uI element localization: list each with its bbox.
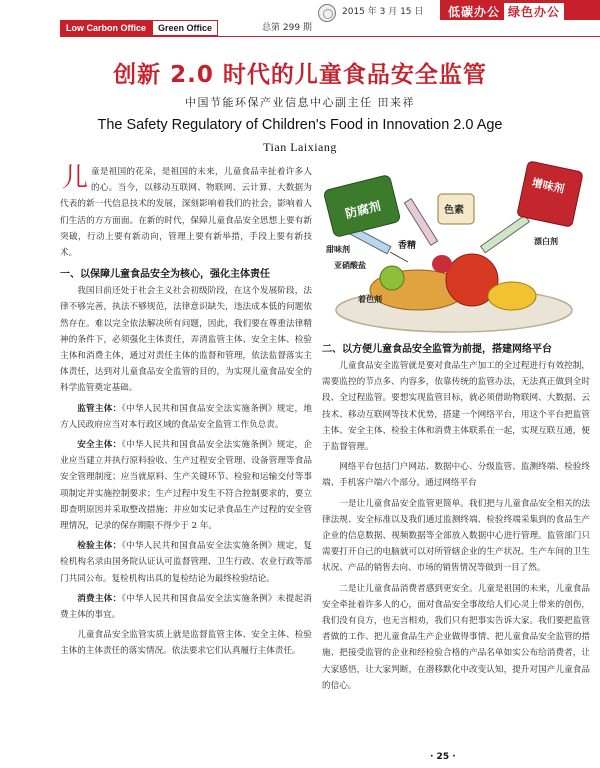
safety-label: 安全主体： [77, 440, 122, 451]
brand-green: 绿色办公 [504, 3, 564, 20]
label-pigment: 色素 [444, 205, 464, 216]
inspect-paragraph [60, 538, 312, 587]
label-preservative: 防腐剂 [343, 198, 383, 222]
pigment-bottle [438, 194, 474, 224]
article-title-cn: 创新 2.0 时代的儿童食品安全监管 [113, 62, 487, 88]
section2-paragraph-4: 二是让儿童食品消费者感到更安全。儿童是祖国的未来，儿童食品安全牵扯着许多人的心，面对食品安全事故给人们心灵上带来的创伤，我们没有良方，也无言相劝，我们只有把事实告诉大家。我们要把监管者做的工作、把儿童食品生产企业做得事情、把儿童食品安全监管的措施、把接受监管的企业和经检验合格的产品名单如实公布给消费者，让大家感悟，让大家判断，在潜移默化中改变认知，提升对国产儿童食品的信心。 [322, 583, 590, 691]
safety-text: 《中华人民共和国食品安全法实施条例》规定，企业应当建立并执行原料验收、生产过程安全管理、设备管理等食品安全管理制度；应当就原料、生产关键环节、检验和运输交付等事项制定并实施控制要求；生产过程中发生不符合控制要求的，要立即查明原因并采取整改措施；并应如实记录食品生产过程的安全管理情况，记录的保存期限不得少于 2 年。 [60, 440, 312, 532]
label-essence: 香精 [398, 241, 417, 251]
safety-paragraph [60, 437, 312, 534]
tab-low-carbon-office: Low Carbon Office [60, 20, 152, 36]
lime-shape [380, 266, 404, 290]
label-flavor: 增味剂 [530, 176, 566, 196]
section2-paragraph-2: 网络平台包括门户网站、数据中心、分级监管、监测终端、检验终端、手机客户端六个部分。通过网络平台 [322, 462, 590, 489]
tab-green-office: Green Office [152, 20, 218, 36]
consumer-text: 《中华人民共和国食品安全法实施条例》未提起消费主体的事宜。 [60, 593, 312, 621]
intro-text: 童是祖国的花朵，是祖国的未来，儿童食品幸扯着许多人的心。当今，以移动互联网、物联网、云计算、大数据为代表的新一代信息技术的发展，深刻影响着我们的社会，影响着人们生活的方方面面。在新的时代，保障儿童食品安全思想上要有新突破，行动上要有新动向，管理上要有新举措，手段上要有新技术。 [60, 167, 312, 259]
section2-heading: 二、以方便儿童食品安全监管为前提，搭建网络平台 [322, 344, 552, 355]
section1-summary: 儿童食品安全监管实质上就是监督监管主体、安全主体、检验主体的主体责任的落实情况。依法要求它们认真履行主体责任。 [60, 630, 312, 657]
intro-paragraph [60, 164, 312, 261]
label-sweetener: 甜味剂 [326, 245, 350, 254]
header-divider [60, 36, 600, 37]
fruit-shape [488, 282, 536, 310]
brand-banner [440, 0, 600, 20]
issue-number: 总第 299 期 [262, 23, 312, 33]
illustration-svg [322, 160, 590, 336]
label-bleach: 漂白剂 [534, 237, 558, 246]
section1-heading: 一、以保障儿童食品安全为核心，强化主体责任 [60, 269, 270, 281]
section2-paragraph-1: 儿童食品安全监管就是要对食品生产加工的全过程进行有效控制，需要监控的节点多、内容多，依靠传统的监管办法，无法真正做到全时段、全过程监管。要想实现监管目标，就必须借助物联网、大数据、云技术、移动互联网等技术优势，搭建一个网络平台，用这个平台把监管主体、安全主体、检验主体和消费主体联系在一起，实现互联互通，便于监督管理。 [322, 361, 590, 453]
label-nitrite: 亚硝酸盐 [334, 261, 366, 270]
dropcap: 儿 [62, 164, 89, 193]
regulator-label: 监管主体： [77, 403, 122, 414]
page-header [0, 0, 600, 40]
regulator-paragraph [60, 401, 312, 433]
brand-low-carbon: 低碳办公 [448, 5, 501, 19]
section2-paragraph-3: 一是让儿童食品安全监管更简单。我们把与儿童食品安全相关的法律法规、安全标准以及我们通过监测终端、检验终端采集到的食品生产企业的信息数据、视频数据等全部放入数据中心进行管理。监管部门只需要打开自己的电脑就可以对所管辖企业的生产状况、生产车间的卫生状况、产品的销售去向、市场的销售情况等做到一目了然。 [322, 498, 590, 574]
article-title-en: The Safety Regulatory of Children's Food in Innovation 2.0 Age [97, 117, 503, 133]
strawberry-shape [432, 255, 452, 273]
flavor-bottle [517, 161, 583, 227]
consumer-paragraph [60, 591, 312, 623]
page-number: · 25 · [430, 752, 456, 762]
section-tabs [60, 20, 218, 36]
section1-paragraph: 我国目前还处于社会主义社会初级阶段，在这个发展阶段，法律不够完善，执法不够规范，法律意识缺失，违法成本低的问题依然存在。难以完全依法解决所有问题，因此，我们要在尊重法律精神的条件下，必须强化主体责任，弄清监管主体、安全主体、检验主体和消费主体，通过对责任主体的监督和管理，依法监督落实主体责任，达到对儿童食品安全监管的目的，为实现儿童食品安全的科学监管奠定基础。 [60, 286, 312, 394]
label-colorant: 着色剂 [358, 295, 382, 304]
regulator-text: 《中华人民共和国食品安全法实施条例》规定，地方人民政府应当对本行政区域的食品安全监管工作负总责。 [60, 403, 312, 430]
issue-date: 2015 年 3 月 15 日 [342, 7, 424, 17]
consumer-label: 消费主体： [77, 593, 122, 604]
inspect-label: 检验主体： [77, 541, 122, 552]
inspect-text: 《中华人民共和国食品安全法实施条例》规定，复检机构名录由国务院认证认可监督管理、卫生行政、农业行政等部门共同公布。复检机构出具的复检结论为最终检验结论。 [60, 541, 312, 584]
right-column [322, 338, 590, 760]
food-additives-illustration [322, 160, 590, 336]
article-author-cn: 中国节能环保产业信息中心副主任 田来祥 [185, 96, 415, 109]
article-author-en: Tian Laixiang [263, 140, 337, 154]
left-column [60, 164, 312, 760]
journal-logo-icon [318, 4, 336, 22]
